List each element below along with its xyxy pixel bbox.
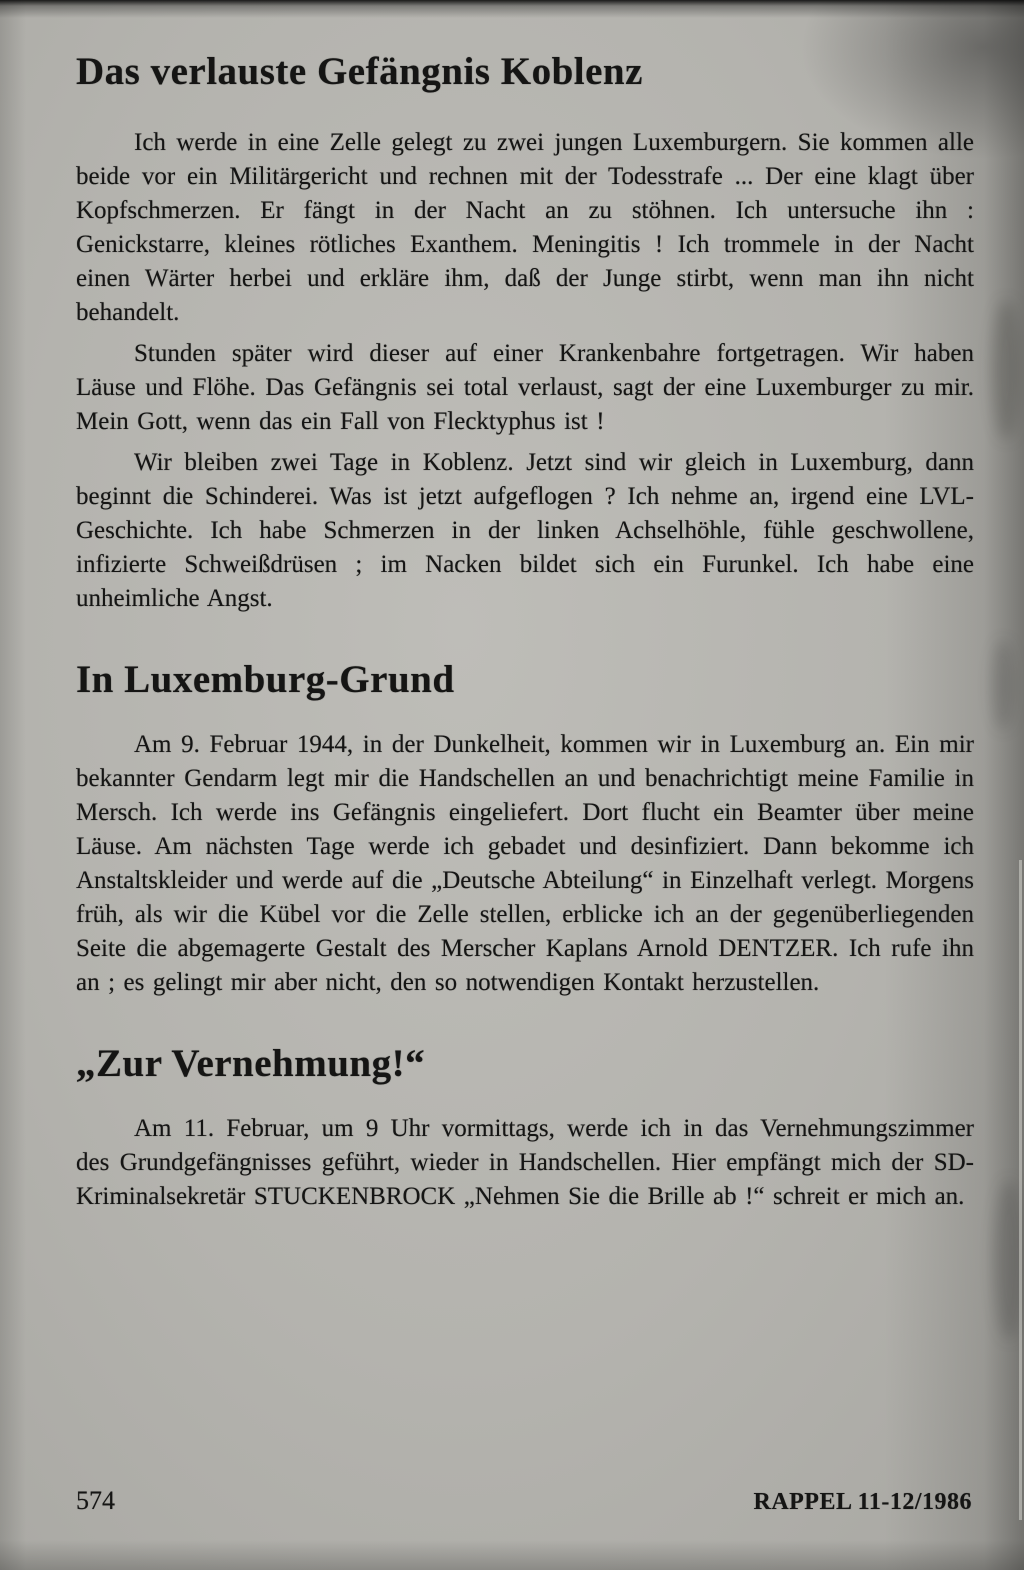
- page-number: 574: [76, 1486, 115, 1515]
- scan-edge-artifact: [1019, 860, 1022, 1520]
- paragraph: Ich werde in eine Zelle gelegt zu zwei jungen Luxemburgern. Sie kommen alle beide vor ein Militärgericht und rechnen mit der Todesstrafe ... Der eine klagt über Kopfschmerzen. Er fängt in der Nacht an zu stöhnen. Ich untersuche ihn : Genickstarre, kleines rötliches Exanthem. Meningitis ! Ich trommele in der Nacht einen Wärter herbei und erkläre ihm, daß der Junge stirbt, wenn man ihn nicht behandelt.: [76, 129, 974, 326]
- section-heading-koblenz: Das verlauste Gefängnis Koblenz: [76, 50, 643, 93]
- paragraph: Am 11. Februar, um 9 Uhr vormittags, werde ich in das Vernehmungszimmer des Grundgefängnisses geführt, wieder in Handschellen. Hier empfängt mich der SD-Kriminalsekretär STUCKENBROCK „Nehmen Sie die Brille ab !“ schreit er mich an.: [76, 1115, 974, 1210]
- page-content: [76, 48, 974, 1221]
- paragraph: Wir bleiben zwei Tage in Koblenz. Jetzt sind wir gleich in Luxemburg, dann beginnt die Schinderei. Was ist jetzt aufgeflogen ? Ich nehme an, irgend eine LVL-Geschichte. Ich habe Schmerzen in der linken Achselhöhle, fühle geschwollene, infizierte Schweißdrüsen ; im Nacken bildet sich ein Furunkel. Ich habe eine unheimliche Angst.: [76, 449, 974, 612]
- paragraph: Stunden später wird dieser auf einer Krankenbahre fortgetragen. Wir haben Läuse und Flöhe. Das Gefängnis sei total verlaust, sagt der eine Luxemburger zu mir. Mein Gott, wenn das ein Fall von Flecktyphus ist !: [76, 340, 974, 435]
- section-heading-luxemburg-grund: In Luxemburg-Grund: [76, 658, 455, 701]
- paragraph: Am 9. Februar 1944, in der Dunkelheit, kommen wir in Luxemburg an. Ein mir bekannter Gendarm legt mir die Handschellen an und benachrichtigt meine Familie in Mersch. Ich werde ins Gefängnis eingeliefert. Dort flucht ein Beamter über meine Läuse. Am nächsten Tage werde ich gebadet und desinfiziert. Dann bekomme ich Anstaltskleider und werde auf die „Deutsche Abteilung“ in Einzelhaft verlegt. Morgens früh, als wir die Kübel vor die Zelle stellen, erblicke ich an der gegenüberliegenden Seite die abgemagerte Gestalt des Merscher Kaplans Arnold DENTZER. Ich rufe ihn an ; es gelingt mir aber nicht, den so notwendigen Kontakt herzustellen.: [76, 731, 974, 996]
- section-heading-vernehmung: „Zur Vernehmung!“: [76, 1042, 426, 1085]
- scan-smudge: [994, 1180, 1024, 1340]
- journal-reference: RAPPEL 11-12/1986: [753, 1489, 972, 1515]
- scan-smudge: [992, 300, 1020, 440]
- scan-smudge: [992, 640, 1014, 730]
- page-footer: [76, 1486, 972, 1516]
